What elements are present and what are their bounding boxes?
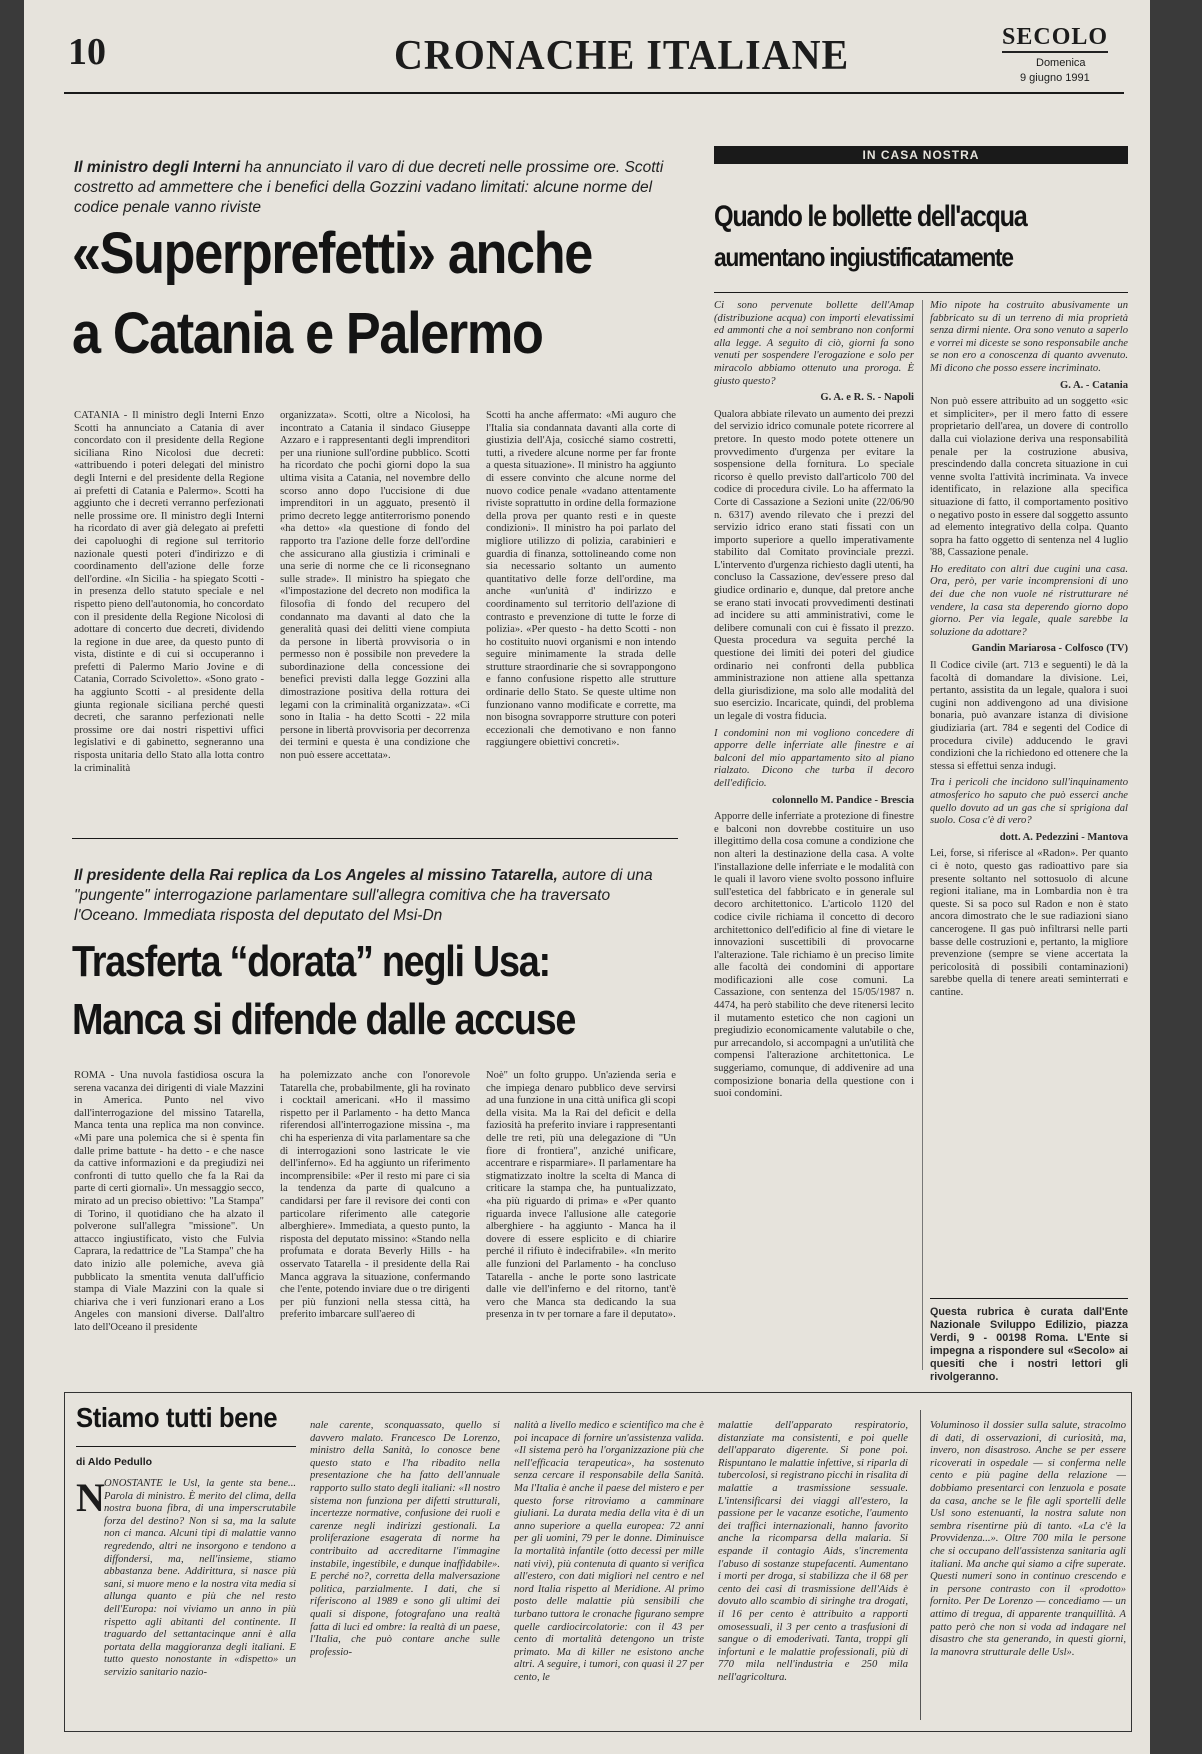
rubric-headline-line2: aumentano ingiustificatamente [714,242,1013,272]
reader-signature: G. A. e R. S. - Napoli [820,392,914,404]
column-text-4: malattie dell'apparato respiratorio, distanziate ma consistenti, e poi quelle dell'apparato digerente. Si pone poi. Rispuntano le malattie infettive, si riparla di tubercolosi, si registrano picchi in risalita di malattie a trasmissione sessuale. L'intensificarsi dei viaggi all'estero, la passione per le vacanze esotiche, l'aumento dei traffici internazionali, hanno favorito anche la ricomparsa della malaria. Si espande il contagio Aids, s'incrementa l'abuso di sostanze stupefacenti. Aumentano i morti per droga, si stabilizza che il 68 per cento dei casi di trasmissione dell'Aids è dovuto allo scambio di siringhe tra drogati, il 16 per cento è attribuito a rapporti omosessuali, il 3 per cento a trasfusioni di sangue o di emoderivati. Tanta, troppi gli infortuni e le malattie professionali, più di 770 mila nell'industria e 250 mila nell'agricoltura. [718,1420,908,1683]
expert-answer: Non può essere attribuito ad un soggetto «sic et simpliciter», per il mero fatto di essere proprietario dell'area, un dovere di controllo dalla cui violazione deriva una responsabilità penale per la costruzione abusiva, prescindendo dalla concreta situazione in cui venne svolta l'attività incriminata. Va invece identificato, in relazione alla specifica situazione di fatto, il comportamento positivo o negativo posto in essere dal soggetto assunto ad elemento integrativo della colpa. Quanto sopra ha fatto oggetto di sentenza nel 4 luglio '88, Cassazione penale. [930,396,1128,559]
column-text-1: ONOSTANTE le Usl, la gente sta bene... Parola di ministro. È merito del clima, della nostra buona fibra, di una imperscrutabile forza del destino? Non si sa, ma la salute non ci manca. Alcuni tipi di malattie vanno regredendo, altri ne insorgono e tendono a diffondersi, ma, nell'insieme, stiamo abbastanza bene. Addirittura, si nasce più sani, si muore meno e la nostra vita media si allunga quanto e più che nel resto dell'Europa: noi viviamo un anno in più rispetto agli abitanti del continente. Il traguardo del settantacinque anni è alla portata della maggioranza degli italiani. E tutto questo nonostante in «dispetto» un servizio sanitario nazio- [104,1478,296,1678]
article2-headline-line2: Manca si difende dalle accuse [72,995,576,1044]
rubric-column-divider [922,300,923,1370]
column-dropcap: N [76,1475,105,1520]
column-byline: di Aldo Pedullo [76,1456,153,1468]
article2-headline-line1: Trasferta “dorata” negli Usa: [72,937,550,986]
masthead-logo: SECOLO [1002,24,1108,53]
reader-question: Tra i pericoli che incidono sull'inquinamento atmosferico ho saputo che può esserci anche quello dovuto ad un gas che si sprigiona dal suolo. Cosa c'è di vero? [930,777,1128,827]
column-text-2: nale carente, sconquassato, quello si davvero malato. Francesco De Lorenzo, ministro della Sanità, lo conosce bene questo stato e l'ha ribadito nella presentazione che ha fatto dell'annuale rapporto sullo stato degli italiani: «Il nostro sistema non funziona per difetti strutturali, incertezze normative, confusione dei ruoli e carenze negli indirizzi gestionali. La proliferazione esagerata di norme ha contribuito ad accreditarne l'immagine instabile, ingestibile, e dunque inaffidabile». E perché no?, corretta della malversazione politica, parzialmente. I dati, che si riferiscono al 1989 e sono gli ultimi dei quali si dispone, fotografano una realtà fatta di luci ed ombre: la realtà di un paese, l'Italia, che può contare anche sulle professio- [310,1420,500,1658]
reader-question: Ho ereditato con altri due cugini una casa. Ora, però, per varie incomprensioni di uno dei due che non vuole né ristrutturare né vendere, la casa sta deperendo giorno dopo giorno. Per via legale, quale sarebbe la soluzione da adottare? [930,563,1128,638]
rubric-footer: Questa rubrica è curata dall'Ente Nazionale Sviluppo Edilizio, piazza Verdi, 9 - 00198 Roma. L'Ente si impegna a rispondere sul «Secolo» ai quesiti che i nostri lettori gli rivolgeranno. [930,1306,1128,1383]
rubric-headline-line1: Quando le bollette dell'acqua [714,200,1027,233]
article1-kicker [74,158,664,218]
expert-answer: Lei, forse, si riferisce al «Radon». Per quanto ci è noto, questo gas radioattivo pare sia presente soltanto nel sottosuolo di alcune regioni italiane, ma in Lombardia non è tra queste. Si sa poco sul Radon e non è stato ancora dimostrato che le sue radiazioni siano cancerogene. Il gas può infiltrarsi nelle parti basse delle costruzioni e, pertanto, la migliore prevenzione (sempre se viene accertata la pericolosità di possibili contaminazioni) sarebbe quella di tenere areati seminterrati e cantine. [930,848,1128,998]
issue-date: 9 giugno 1991 [1020,72,1090,84]
reader-signature: Gandin Mariarosa - Colfosco (TV) [971,643,1128,655]
expert-answer: Qualora abbiate rilevato un aumento dei prezzi del servizio idrico comunale potete ricorrere al pretore. In questo modo potete ottenere un provvedimento d'urgenza per evitare la sospensione della fornitura. Lo speciale ricorso è quello previsto dall'articolo 700 del codice di procedura civile. Lo ha affermato la Corte di Cassazione a Sezioni unite (22/06/90 n. 6317) avendo rilevato che i prezzi del servizio idrico erano stati fissati con un importo superiore a quello imperativamente stabilito dal Comitato provinciale prezzi. L'intervento d'urgenza richiesto dagli utenti, ha concluso la Cassazione, dev'essere preso dal giudice ordinario e, dunque, dal pretore anche se erano stati invocati provvedimenti destinati ad incidere su atti amministrativi, come le delibere comunali con cui è fissato il prezzo. Questa procedura va seguita perché la questione dei limiti dei poteri del giudice ordinario nei confronti della pubblica amministrazione non attiene alla spettanza della giurisdizione, ma solo alle modalità del suo esercizio. Incaricate, quindi, del problema un legale di vostra fiducia. [714,408,914,722]
article2-kicker-text: autore di una "pungente" interrogazione parlamentare sull'allegra comitiva che ha traversato l'Oceano. Immediata risposta del deputato del Msi-Dn [74,867,653,924]
reader-signature: colonnello M. Pandice - Brescia [772,794,914,806]
article1-headline-line2: a Catania e Palermo [72,301,543,366]
article1-column-2: organizzata». Scotti, oltre a Nicolosi, ha incontrato a Catania il sindaco Giuseppe Azzaro e i rappresentanti degli imprenditori per una riunione sull'ordine pubblico. Scotti ha ricordato che pochi giorni dopo la sua ultima visita a Catania, nel novembre dello scorso anno dopo l'uccisione di due imprenditori in un agguato, presentò il primo decreto legge antiterrorismo ponendo «ha detto» «la questione di fondo del rapporto tra l'azione delle forze dell'ordine che assicurano alla giustizia i criminali e una serie di norme che ce li riconsegnano sulle strade». Il ministro ha spiegato che «l'impostazione del decreto non modifica la filosofia di fondo del recupero del condannato ma davanti al dato che la generalità quasi dei delitti viene compiuta da persone in libertà provvisoria o in permesso non è possibile non prevedere la subordinazione della concessione dei benefici previsti dalla legge Gozzini alla dimostrazione positiva della rottura dei legami con la criminalità organizzata». «Ci sono in Italia - ha detto Scotti - 22 mila persone in libertà provvisoria per decorrenza dei termini e questa è una condizione che non può essere accettata». [280,410,470,762]
rubric-band [714,146,1128,164]
expert-answer: Il Codice civile (art. 713 e seguenti) le dà la facoltà di domandare la divisione. Lei, pertanto, assistita da un legale, qualora i suoi cugini non addivengono ad una divisione bonaria, può avanzare istanza di divisione giudiziaria (art. 784 e segenti del Codice di procedura civile) adducendo le gravi condizioni che la richiedono ed ottenere che la stessa si effettui senza indugi. [930,660,1128,772]
reader-question: I condomini non mi vogliono concedere di apporre delle inferriate alle finestre e ai balconi del mio appartamento sito al piano rialzato. Dicono che turba il decoro dell'edificio. [714,727,914,789]
column-title-rule [76,1446,296,1447]
rubric-headline-rule [714,292,1128,293]
article1-column-1: CATANIA - Il ministro degli Interni Enzo Scotti ha annunciato a Catania di aver concordato con il presidente della Regione siciliana Rino Nicolosi due decreti: «attribuendo i poteri delegati del ministro degli Interni e del presidente della Regione ai prefetti di Catania e Palermo». Scotti ha aggiunto che i decreti verranno perfezionati nelle prossime ore. Il ministro degli Interni ha ricordato di aver già delegato ai prefetti dei capoluoghi di regione sul territorio nazionale questi poteri d'indirizzo e di coordinamento dell'azione delle forze dell'ordine. «In Sicilia - ha spiegato Scotti - in presenza dello statuto speciale e nel rispetto pieno dell'autonomia, ho concordato con il presidente della Regione Nicolosi di adottare di concerto due decreti, dividendo la regione in due aree, da questo punto di vista, distinte e di cui si occuperanno i prefetti di Palermo Mario Jovine e di Catania, Corrado Scivoletto». «Sono grato - ha aggiunto Scotti - al presidente della giunta regionale siciliana perché questi decreti, che saranno perfezionati nelle prossime ore dai nostri rispettivi uffici legislativi e di gabinetto, segneranno una risposta unitaria dello Stato alla lotta contro la criminalità [74,410,264,774]
reader-question: Mio nipote ha costruito abusivamente un fabbricato su di un terreno di mia proprietà senza dirmi niente. Ora sono venuto a saperlo e vorrei mi diceste se sono responsabile anche se non ero a conoscenza di quanto avvenuto. Mi dicono che posso essere incriminato. [930,300,1128,374]
rubric-footer-rule [930,1298,1128,1299]
expert-answer: Apporre delle inferriate a protezione di finestre e balconi non dovrebbe costituire un uso illegittimo della cosa comune a condizione che non alteri la destinazione della casa. A volte l'installazione delle inferriate e le modalità con le quali il lavoro viene svolto possono influire sull'estetica del fabbricato e in generale sul decoro architettonico. L'articolo 1120 del codice civile richiama il concetto di decoro architettonico dell'edificio al fine di vietare le innovazioni suscettibili di provocarne l'alterazione. Tale richiamo è un preciso limite alle facoltà dei condomini di apportare modificazioni alle cose comuni. La Cassazione, con sentenza del 15/05/1987 n. 4474, ha però stabilito che deve ritenersi lecito il mutamento estetico che non cagioni un pregiudizio economicamente valutabile o che, pur arrecandolo, si accompagni a un'utilità che compensi l'alterazione architettonica. Le suggeriamo, comunque, di addivenire ad una composizione bonaria della questione con i suoi condomini. [714,811,914,1100]
article1-kicker-lead: Il ministro degli Interni [74,159,241,176]
rubric-band-label: IN CASA NOSTRA [862,148,980,162]
rubric-column-right [930,300,1128,1290]
newspaper-page [24,0,1150,1754]
reader-signature: dott. A. Pedezzini - Mantova [999,831,1128,843]
header-rule [64,92,1124,94]
column-text-5: Voluminoso il dossier sulla salute, stracolmo di dati, di osservazioni, di curiosità, ma, invero, non disastroso. Anche se per essere ricoverati in ospedale — si conferma nelle cento e più pagine della relazione — dobbiamo presentarci con lenzuola e posate da casa, anche se le file agli sportelli delle Usl sono estenuanti, la nostra salute non sembra risentirne più di tanto. «La c'è la Provvidenza...». Oltre 700 mila le persone che si occupano dell'assistenza sanitaria agli italiani. Ma anche qui siamo a cifre superate. Questi numeri sono in continuo crescendo e in persone contrasto con il «prodotto» fornito. Per De Lorenzo — concediamo — un attimo di tregua, di apparente tranquillità. A patto però che non si voda ad indagare nel disastro che sta generando, in questi giorni, la manovra strutturale delle Usl». [930,1420,1126,1658]
rubric-column-left [714,300,914,1380]
article2-kicker-lead: Il presidente della Rai replica da Los Angeles al missino Tatarella, [74,867,558,884]
page-number: 10 [68,31,106,73]
article1-headline-line1: «Superprefetti» anche [72,221,592,286]
reader-question: Ci sono pervenute bollette dell'Amap (distribuzione acqua) con importi elevatissimi ed ammonti che a noi sembrano non conformi alla legge. A seguito di ciò, giorni fa sono venuti per sospendere l'erogazione e solo per miracolo abbiamo ottenuto una proroga. È giusto questo? [714,300,914,387]
article1-bottom-rule [72,838,678,839]
column-title: Stiamo tutti bene [76,1402,278,1433]
article1-kicker-text: ha annunciato il varo di due decreti nelle prossime ore. Scotti costretto ad ammettere che i benefici della Gozzini vadano limitati: alcune norme del codice penale vanno riviste [74,159,664,216]
article2-kicker [74,866,664,926]
column-divider [920,1410,921,1720]
issue-day: Domenica [1036,57,1086,69]
reader-signature: G. A. - Catania [1060,379,1128,391]
article2-column-3: Noè" un folto gruppo. Un'azienda seria e che impiega denaro pubblico deve servirsi ad una funzione in una città unifica gli scopi della visita. Ma la Rai del deficit e della faziosità ha preferito inviare i rappresentanti delle tre reti, più una delegazione di "Un fiore di frontiera", anziché unificare, accentrare e risparmiare». Il parlamentare ha stigmatizzato inoltre la scelta di Manca di criticare la stampa che, ha puntualizzato, «ha più riguardo di prima» e «Per quanto riguarda invece l'allusione alle categorie alberghiere - ha aggiunto - Manca ha il dovere di essere esplicito e di chiarire perché il rifiuto è indecifrabile». «In merito alle funzioni del Parlamento - ha concluso Tatarella - anche le porte sono lastricate dalle vie dell'inferno e del ritorno, tant'è vero che Manca sta dedicando la sua presenza in tv per tornare a fare il deputato». [486,1070,676,1321]
section-title: CRONACHE ITALIANE [394,31,850,79]
article1-column-3: Scotti ha anche affermato: «Mi auguro che l'Italia sia condannata davanti alla corte di giustizia dell'Aja, cosicché siamo costretti, tutti, a rivedere alcune norme per far fronte a questa situazione». Il ministro ha aggiunto di essere convinto che alcune norme del nuovo codice penale «vadano attentamente riviste soprattutto in ordine della formazione della prova per quanto resti e in queste condizioni». Il ministro ha poi parlato del migliore utilizzo di polizia, carabinieri e guardia di finanza, sottolineando come non sia necessario soltanto un aumento quantitativo delle forze dell'ordine, ma anche «un'unità d' indirizzo e coordinamento sul territorio dell'azione di contrasto e prevenzione di tutte le forze di polizia». «Per questo - ha detto Scotti - non ho costituito nuovi organismi e non intendo seguire minimamente la strada delle strutture straordinarie che si sovrappongono e fanno confusione rispetto alle strutture ordinarie dello Stato. Se queste ultime non funzionano vanno modificate e corrette, ma non bisogna sovrapporre strutture con poteri eccezionali che demotivano e non fanno raggiungere obiettivi concreti». [486,410,676,749]
article2-column-2: ha polemizzato anche con l'onorevole Tatarella che, probabilmente, gli ha rovinato i cocktail americani. «Ho il massimo rispetto per il Parlamento - ha detto Manca riferendosi all'interrogazione missina -, ma chi ha esperienza di vita parlamentare sa che di interrogazioni sono lastricate le vie dell'inferno». Ed ha aggiunto un riferimento incomprensibile: «Per il resto mi pare ci sia la tendenza da parte di qualcuno a candidarsi per fare il revisore dei conti con particolare riferimento alle categorie alberghiere». Immediata, a questo punto, la risposta del deputato missino: «Stando nella profumata e dorata Beverly Hills - ha osservato Tatarella - il presidente della Rai Manca aggrava la situazione, confermando che l'ente, potendo inviare due o tre dirigenti per più funzioni nella stessa città, ha preferito imbarcare sull'aereo di [280,1070,470,1321]
article2-column-1: ROMA - Una nuvola fastidiosa oscura la serena vacanza dei dirigenti di viale Mazzini in America. Punto nel vivo dall'interrogazione del missino Tatarella, Manca tenta una replica ma non convince. «Mi pare una polemica che si è spenta fin dalle prime battute - ha detto - e che nasce da cattive informazioni e da pregiudizi nei confronti di tutto quello che fa la Rai da parte di certi giornali». Un messaggio secco, mirato ad un preciso obiettivo: "La Stampa" di Torino, il quotidiano che ha alzato il polverone sull'allegra "missione". Un attacco ingiustificato, visto che Fulvia Caprara, la redattrice de "La Stampa" che ha dato inizio alle polemiche, aveva già pubblicato la smentita venuta dall'ufficio stampa di Viale Mazzini con la quale si chiariva che i veri funzionari erano a Los Angeles con mansioni diverse. Dall'altro lato dell'Oceano il presidente [74,1070,264,1333]
column-text-3: nalità a livello medico e scientifico ma che è poi incapace di fornire un'assistenza valida. «Il sistema però ha l'organizzazione più che nell'efficacia terapeutica», ha sostenuto senza cercare il responsabile della Sanità. Ma l'Italia è anche il paese del mistero e per questo forse ritroviamo a camminare giuliani. La durata media della vita è di un anno superiore a quella europea: 72 anni per gli uomini, 79 per le donne. Diminuisce la mortalità infantile (otto decessi per mille nati vivi), più contenuta di quanto si verifica all'estero, con dati migliori nel centro e nel nord Italia rispetto al Meridione. Al primo posto delle malattie più sensibili che turbano tuttora le cronache figurano sempre quelle cardiocircolatorie: con il 43 per cento di mortalità detengono un triste primato. Ma di killer ne esistono anche altri. A seguire, i tumori, con quasi il 27 per cento, le [514,1420,704,1683]
